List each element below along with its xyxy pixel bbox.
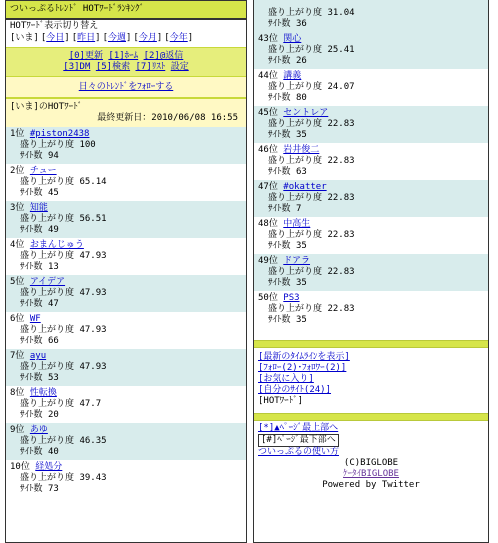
- sites-value: 53: [47, 373, 59, 383]
- follow-count-link[interactable]: [ﾌｫﾛｰ(2)･ﾌｫﾛﾜｰ(2)]: [258, 363, 347, 373]
- ranking-item: [6, 312, 246, 349]
- section-divider: [254, 340, 488, 348]
- sites-label: ｻｲﾄ数: [268, 56, 291, 66]
- ranking-list: [6, 127, 246, 497]
- rank-number: 43: [258, 34, 269, 44]
- score-value: 100: [79, 140, 96, 150]
- page-bottom-link[interactable]: [#]ﾍﾟｰｼﾞ最下部へ: [258, 434, 339, 447]
- copyright: (C)BIGLOBE: [343, 458, 399, 468]
- hotword-link[interactable]: おまんじゅう: [29, 240, 84, 250]
- sites-value: 45: [47, 188, 59, 198]
- tab-week[interactable]: 今週: [107, 33, 126, 43]
- sites-value: 80: [295, 93, 307, 103]
- ranking-item: [254, 143, 488, 180]
- sites-value: 94: [47, 151, 59, 161]
- sites-label: ｻｲﾄ数: [20, 410, 43, 420]
- menu-refresh[interactable]: [0]更新: [68, 51, 103, 61]
- switcher-label: HOTﾜｰﾄﾞ表示切り替え: [10, 21, 99, 31]
- hotword-link[interactable]: アイデア: [29, 277, 66, 287]
- rank-number: 50: [258, 293, 269, 303]
- follow-trend-link[interactable]: 日々のﾄﾚﾝﾄﾞをﾌｫﾛｰする: [78, 82, 174, 92]
- ranking-item: [6, 238, 246, 275]
- tab-today[interactable]: 今日: [46, 33, 65, 43]
- rank-suffix: 位: [268, 256, 278, 266]
- score-value: 31.04: [327, 8, 355, 18]
- tab-yesterday[interactable]: 昨日: [77, 33, 96, 43]
- rank-number: 9: [10, 425, 16, 435]
- rank-suffix: 位: [20, 462, 30, 472]
- rank-suffix: 位: [15, 203, 25, 213]
- left-panel: [5, 0, 247, 543]
- score-value: 24.07: [327, 82, 355, 92]
- hotword-link[interactable]: ayu: [29, 351, 47, 361]
- sites-value: 26: [295, 56, 307, 66]
- score-label: 盛り上がり度: [268, 82, 323, 92]
- page-top-link[interactable]: [*]▲ﾍﾟｰｼﾞ最上部へ: [258, 423, 339, 433]
- ranking-item: [254, 217, 488, 254]
- score-value: 47.7: [79, 399, 102, 409]
- updated-label: 最終更新日：: [97, 113, 152, 123]
- score-label: 盛り上がり度: [268, 193, 323, 203]
- score-label: 盛り上がり度: [268, 230, 323, 240]
- sites-label: ｻｲﾄ数: [268, 130, 291, 140]
- score-value: 47.93: [79, 251, 107, 261]
- hotword-link[interactable]: 性転換: [29, 388, 57, 398]
- score-value: 22.83: [327, 304, 355, 314]
- ranking-item: [254, 106, 488, 143]
- score-label: 盛り上がり度: [268, 304, 323, 314]
- rank-number: 48: [258, 219, 269, 229]
- hotword-link[interactable]: WF: [29, 314, 41, 324]
- menu-home[interactable]: [1]ﾎｰﾑ: [108, 51, 139, 61]
- hotword-link[interactable]: PS3: [283, 293, 300, 303]
- rank-number: 2: [10, 166, 16, 176]
- hotword-link[interactable]: #piston2438: [29, 129, 90, 139]
- hotword-link[interactable]: チュー: [29, 166, 57, 176]
- sites-label: ｻｲﾄ数: [20, 373, 43, 383]
- ranking-item: [6, 127, 246, 164]
- sites-value: 63: [295, 167, 307, 177]
- rank-number: 4: [10, 240, 16, 250]
- score-value: 39.43: [79, 473, 107, 483]
- keitai-biglobe-link[interactable]: ｹｰﾀｲBIGLOBE: [343, 469, 399, 479]
- sites-label: ｻｲﾄ数: [268, 278, 291, 288]
- menu-list[interactable]: [7]ﾘｽﾄ: [135, 62, 166, 72]
- hotword-link[interactable]: 中高生: [283, 219, 311, 229]
- score-value: 25.41: [327, 45, 355, 55]
- sites-label: ｻｲﾄ数: [20, 336, 43, 346]
- score-label: 盛り上がり度: [268, 45, 323, 55]
- hotword-link[interactable]: #okatter: [283, 182, 327, 192]
- menu-search[interactable]: [5]検索: [95, 62, 131, 72]
- rank-suffix: 位: [268, 293, 278, 303]
- ranking-item: [6, 164, 246, 201]
- rank-number: 47: [258, 182, 269, 192]
- menu-settings[interactable]: 設定: [170, 62, 189, 72]
- sites-label: ｻｲﾄ数: [20, 188, 43, 198]
- section-divider-2: [254, 413, 488, 421]
- credits: [254, 458, 488, 491]
- sites-value: 49: [47, 225, 59, 235]
- score-value: 47.93: [79, 288, 107, 298]
- timeline-link[interactable]: [最新のﾀｲﾑﾗｲﾝを表示]: [258, 352, 350, 362]
- sites-label: ｻｲﾄ数: [268, 241, 291, 251]
- rank-suffix: 位: [15, 129, 25, 139]
- rank-number: 45: [258, 108, 269, 118]
- ranking-item: [254, 32, 488, 69]
- score-label: 盛り上がり度: [268, 8, 323, 18]
- sites-value: 7: [295, 204, 302, 214]
- sites-value: 13: [47, 262, 59, 272]
- score-value: 22.83: [327, 193, 355, 203]
- hotword-link[interactable]: セントレア: [283, 108, 329, 118]
- sites-label: ｻｲﾄ数: [268, 19, 291, 29]
- sites-label: ｻｲﾄ数: [268, 93, 291, 103]
- section-heading: [いま]のHOTﾜｰﾄﾞ: [10, 102, 83, 112]
- rank-number: 10: [10, 462, 21, 472]
- sites-label: ｻｲﾄ数: [268, 315, 291, 325]
- sites-value: 35: [295, 278, 307, 288]
- page-title: ついっぷるﾄﾚﾝﾄﾞ HOTﾜｰﾄﾞﾗﾝｷﾝｸﾞ: [6, 1, 246, 20]
- score-label: 盛り上がり度: [20, 399, 75, 409]
- score-label: 盛り上がり度: [20, 140, 75, 150]
- howto-link[interactable]: ついっぷるの使い方: [258, 447, 340, 457]
- score-label: 盛り上がり度: [20, 214, 75, 224]
- rank-number: 7: [10, 351, 16, 361]
- rank-suffix: 位: [268, 108, 278, 118]
- rank-suffix: 位: [15, 425, 25, 435]
- rank-suffix: 位: [15, 351, 25, 361]
- ranking-item: [254, 69, 488, 106]
- rank-number: 3: [10, 203, 16, 213]
- tab-year[interactable]: 今年: [169, 33, 188, 43]
- right-panel: [253, 0, 489, 543]
- sites-value: 73: [47, 484, 59, 494]
- ranking-item: [254, 254, 488, 291]
- rank-suffix: 位: [268, 145, 278, 155]
- sites-label: ｻｲﾄ数: [20, 151, 43, 161]
- ranking-item: [254, 180, 488, 217]
- ranking-item: [6, 349, 246, 386]
- rank-number: 8: [10, 388, 16, 398]
- score-value: 65.14: [79, 177, 107, 187]
- follow-trend-box: [6, 77, 246, 99]
- menu-dm[interactable]: [3]DM: [63, 62, 91, 72]
- sites-value: 35: [295, 241, 307, 251]
- rank-suffix: 位: [15, 277, 25, 287]
- sites-value: 20: [47, 410, 59, 420]
- rank-number: 5: [10, 277, 16, 287]
- rank-suffix: 位: [268, 219, 278, 229]
- sites-label: ｻｲﾄ数: [20, 484, 43, 494]
- hotword-section-header: [6, 99, 246, 127]
- sites-value: 40: [47, 447, 59, 457]
- hotword-link[interactable]: ドアラ: [283, 256, 311, 266]
- score-value: 22.83: [327, 267, 355, 277]
- sites-value: 35: [295, 130, 307, 140]
- sites-label: ｻｲﾄ数: [268, 204, 291, 214]
- rank-number: 6: [10, 314, 16, 324]
- sites-label: ｻｲﾄ数: [20, 225, 43, 235]
- sites-value: 35: [295, 315, 307, 325]
- last-updated: [10, 113, 242, 124]
- score-value: 46.35: [79, 436, 107, 446]
- tab-now: [いま]: [10, 33, 39, 43]
- footer-links: [254, 352, 488, 407]
- score-value: 47.93: [79, 325, 107, 335]
- powered-by: Powered by Twitter: [322, 480, 420, 490]
- sites-value: 36: [295, 19, 307, 29]
- ranking-item-partial: [254, 0, 488, 32]
- rank-suffix: 位: [268, 34, 278, 44]
- score-label: 盛り上がり度: [20, 473, 75, 483]
- score-value: 22.83: [327, 119, 355, 129]
- rank-suffix: 位: [15, 166, 25, 176]
- rank-number: 46: [258, 145, 269, 155]
- score-label: 盛り上がり度: [20, 251, 75, 261]
- score-label: 盛り上がり度: [20, 288, 75, 298]
- page-nav: [254, 421, 488, 458]
- score-value: 22.83: [327, 230, 355, 240]
- rank-number: 44: [258, 71, 269, 81]
- tab-month[interactable]: 今月: [138, 33, 157, 43]
- score-label: 盛り上がり度: [268, 267, 323, 277]
- ranking-item: [254, 291, 488, 328]
- sites-label: ｻｲﾄ数: [268, 167, 291, 177]
- menu-reply[interactable]: [2]@返信: [143, 51, 184, 61]
- score-value: 56.51: [79, 214, 107, 224]
- score-label: 盛り上がり度: [20, 362, 75, 372]
- sites-label: ｻｲﾄ数: [20, 299, 43, 309]
- period-tabs: [いま] [今日] [昨日] [今週] [今月] [今年]: [10, 33, 194, 43]
- rank-suffix: 位: [15, 314, 25, 324]
- score-label: 盛り上がり度: [20, 177, 75, 187]
- main-menu: [6, 47, 246, 77]
- ranking-list-continued: [254, 32, 488, 328]
- hotword-link[interactable]: 岩井俊二: [283, 145, 320, 155]
- score-label: 盛り上がり度: [20, 436, 75, 446]
- score-value: 22.83: [327, 156, 355, 166]
- ranking-item: [6, 423, 246, 460]
- favorites-link[interactable]: [お気に入り]: [258, 374, 314, 384]
- my-sites-link[interactable]: [自分のｻｲﾄ(24)]: [258, 385, 332, 395]
- rank-suffix: 位: [268, 71, 278, 81]
- sites-label: ｻｲﾄ数: [20, 447, 43, 457]
- hotword-current: [HOTﾜｰﾄﾞ]: [258, 396, 304, 406]
- ranking-item: [6, 275, 246, 312]
- sites-value: 66: [47, 336, 59, 346]
- rank-suffix: 位: [268, 182, 278, 192]
- hotword-link[interactable]: 知能: [29, 203, 48, 213]
- score-value: 47.93: [79, 362, 107, 372]
- ranking-item: [6, 460, 246, 497]
- rank-suffix: 位: [15, 240, 25, 250]
- ranking-item: [6, 201, 246, 238]
- rank-number: 1: [10, 129, 16, 139]
- updated-value: 2010/06/08 16:55: [151, 113, 238, 123]
- sites-label: ｻｲﾄ数: [20, 262, 43, 272]
- hotword-link[interactable]: 経処分: [35, 462, 63, 472]
- rank-suffix: 位: [15, 388, 25, 398]
- hotword-link[interactable]: 関心: [283, 34, 302, 44]
- rank-number: 49: [258, 256, 269, 266]
- sites-value: 47: [47, 299, 59, 309]
- hotword-link[interactable]: 講義: [283, 71, 302, 81]
- score-label: 盛り上がり度: [20, 325, 75, 335]
- score-label: 盛り上がり度: [268, 156, 323, 166]
- score-label: 盛り上がり度: [268, 119, 323, 129]
- hotword-link[interactable]: あゆ: [29, 425, 48, 435]
- ranking-item: [6, 386, 246, 423]
